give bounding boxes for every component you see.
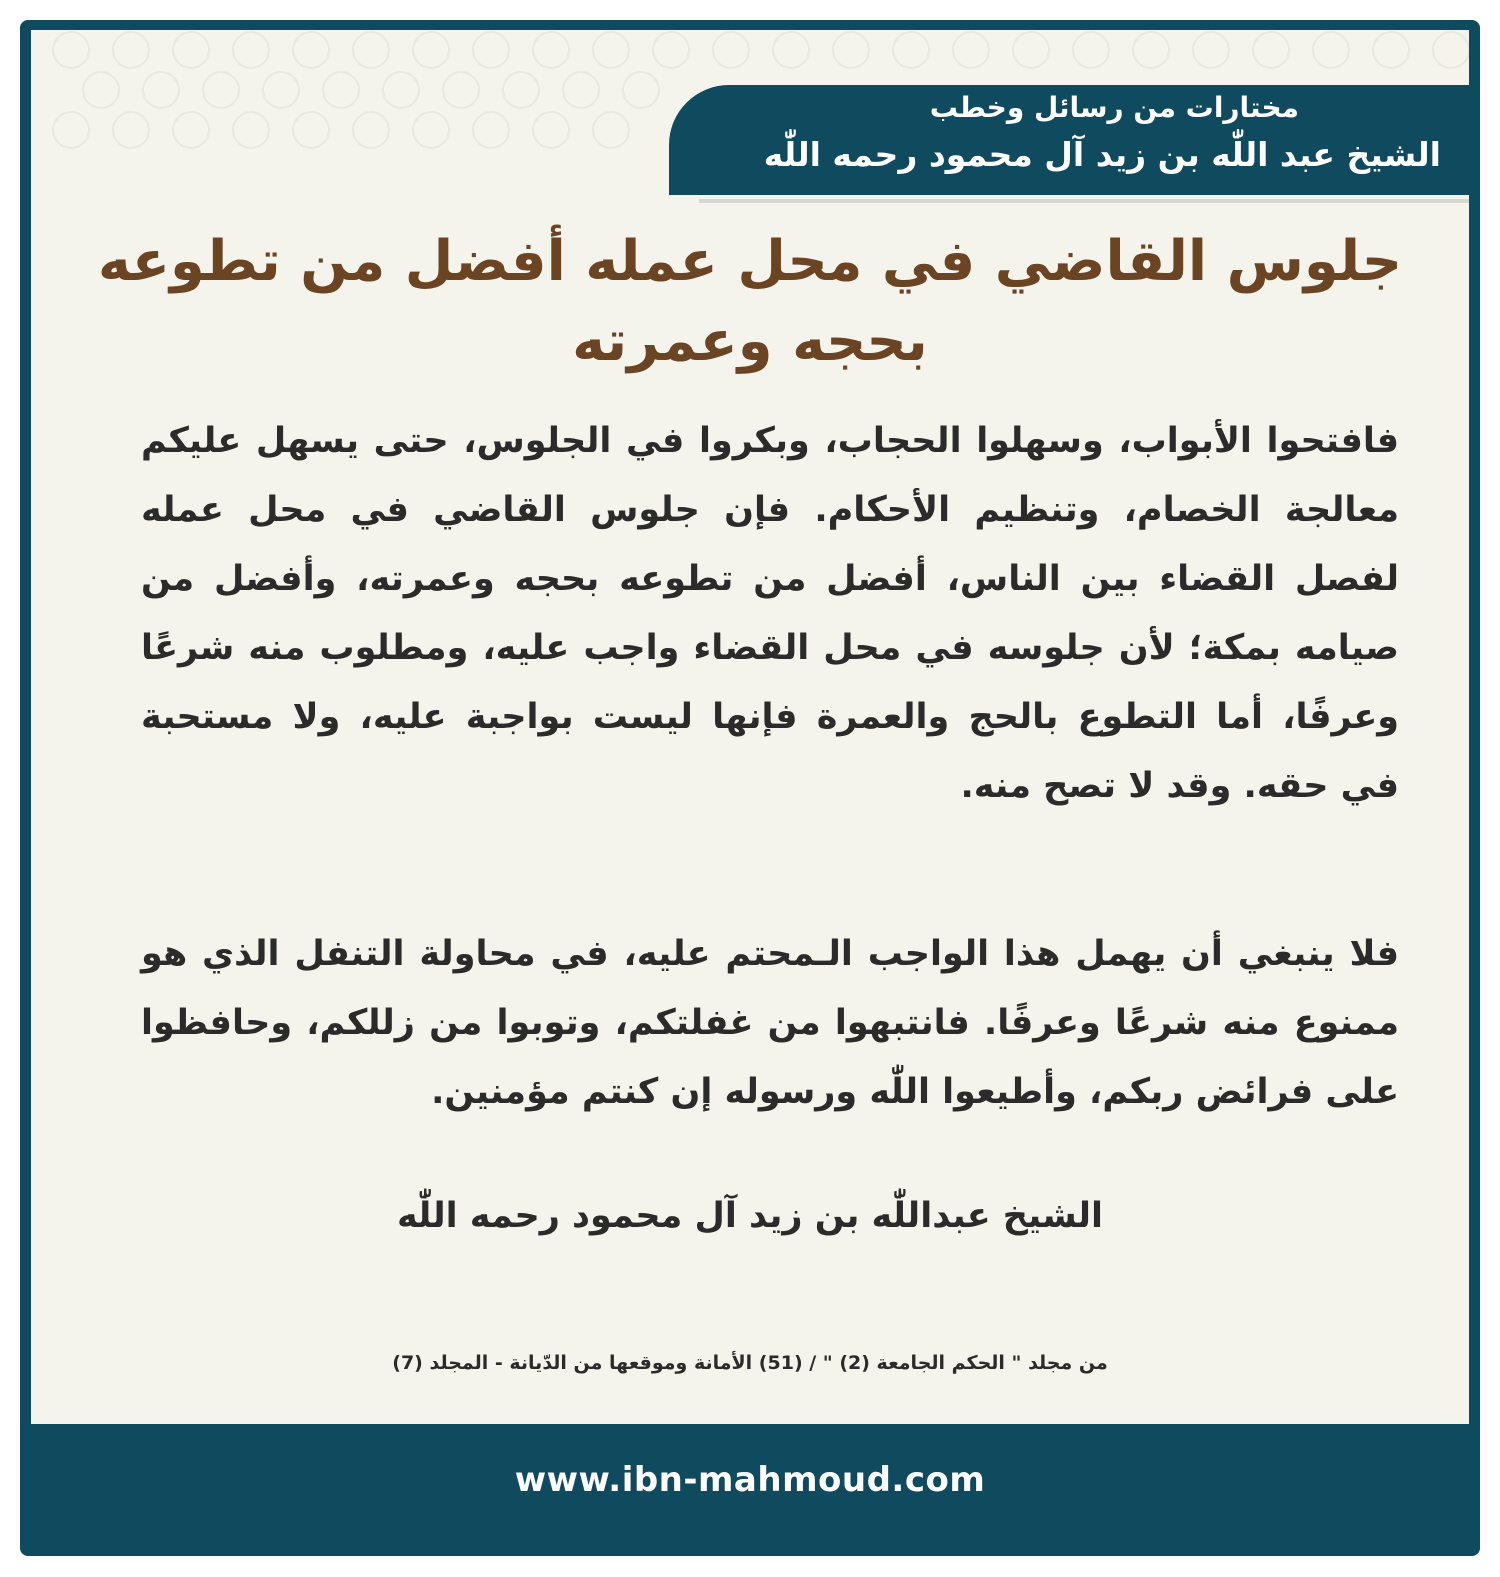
article-title: جلوس القاضي في محل عمله أفضل من تطوعه بحجه وعمرته [97, 229, 1403, 374]
author-signature: الشيخ عبداللّٰه بن زيد آل محمود رحمه اللّٰه [396, 1196, 1104, 1236]
header-series-title: مختارات من رسائل وخطب [929, 91, 1299, 124]
website-url: www.ibn-mahmoud.com [514, 1460, 986, 1500]
header-banner [669, 85, 1469, 195]
header-author-name: الشيخ عبد اللّٰه بن زيد آل محمود رحمه اللّٰه [763, 135, 1441, 174]
content-card [31, 30, 1469, 1424]
body-paragraph-1: فافتحوا الأبواب، وسهلوا الحجاب، وبكروا في الجلوس، حتى يسهل عليكم معالجة الخصام، وتنظيم الأحكام. فإن جلوس القاضي في محل عمله لفصل القضاء بين الناس، أفضل من تطوعه بحجه وعمرته، وأفضل من صيامه بمكة؛ لأن جلوسه في محل القضاء واجب عليه، ومطلوب منه شرعًا وعرفًا، أما التطوع بالحج والعمرة فإنها ليست بواجبة عليه، ولا مستحبة في حقه. وقد لا تصح منه. [141, 421, 1399, 806]
source-citation: من مجلد " الحكم الجامعة (2) " / (51) الأمانة وموقعها من الدّيانة - المجلد (7) [392, 1352, 1108, 1374]
body-paragraph-2: فلا ينبغي أن يهمل هذا الواجب الـمحتم عليه، في محاولة التنفل الذي هو ممنوع منه شرعًا وعرفًا. فانتبهوا من غفلتكم، وتوبوا من زللكم، وحافظوا على فرائض ربكم، وأطيعوا اللّٰه ورسوله إن كنتم مؤمنين. [141, 934, 1399, 1112]
